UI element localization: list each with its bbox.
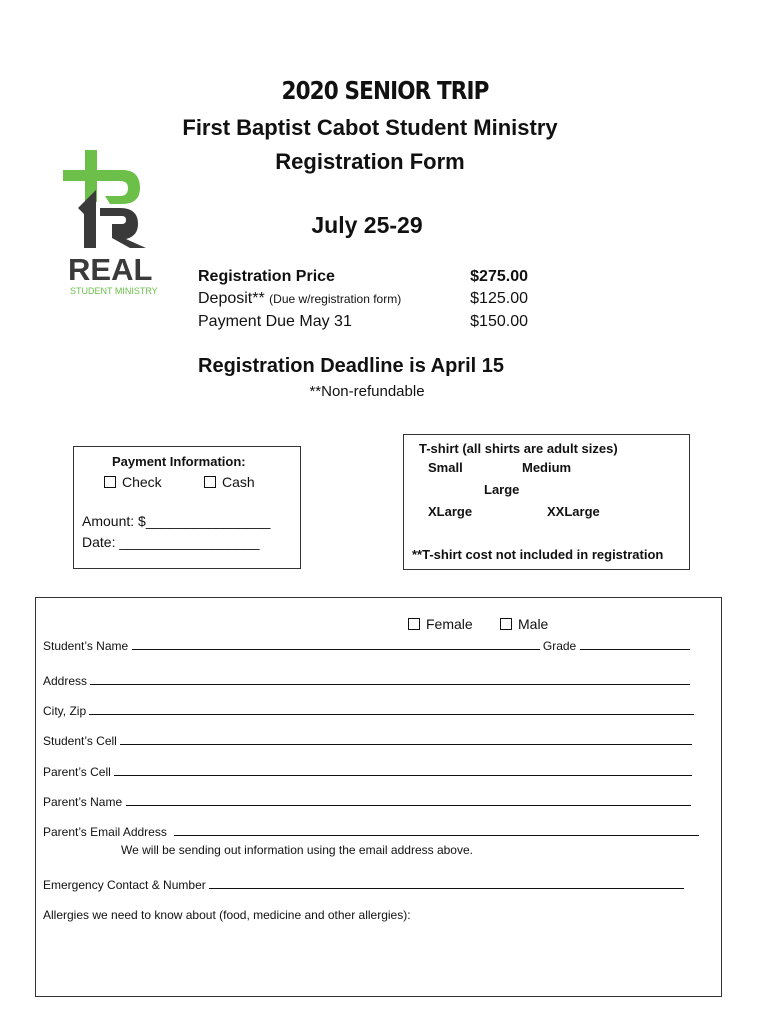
size-medium[interactable]: Medium <box>522 460 572 475</box>
size-xlarge[interactable]: XLarge <box>428 504 473 519</box>
email-note: We will be sending out information using the email address above. <box>121 843 473 857</box>
parent-cell-field[interactable] <box>114 765 692 776</box>
emergency-field[interactable] <box>209 878 684 889</box>
grade-label: Grade <box>542 639 577 653</box>
female-option[interactable] <box>408 616 473 632</box>
parent-name-row <box>43 795 691 809</box>
size-xxlarge[interactable]: XXLarge <box>547 504 600 519</box>
address-field[interactable] <box>90 674 690 685</box>
female-label: Female <box>426 616 473 632</box>
parent-cell-row <box>43 765 692 779</box>
student-name-label: Student’s Name <box>43 639 129 653</box>
female-checkbox[interactable] <box>408 618 420 630</box>
student-cell-field[interactable] <box>120 734 692 745</box>
price-amount: $150.00 <box>470 313 528 330</box>
check-option[interactable] <box>104 474 162 490</box>
trip-dates: July 25-29 <box>311 212 423 238</box>
tshirt-cost-note: **T-shirt cost not included in registration <box>412 547 664 562</box>
allergies-label: Allergies we need to know about (food, medicine and other allergies): <box>43 908 411 922</box>
city-zip-row <box>43 704 694 718</box>
student-cell-row <box>43 734 692 748</box>
check-label: Check <box>122 474 162 490</box>
address-row <box>43 674 690 688</box>
registration-deadline: Registration Deadline is April 15 <box>198 355 505 377</box>
logo-tagline: STUDENT MINISTRY <box>70 286 158 296</box>
date-field[interactable]: Date: __________________ <box>82 534 260 550</box>
price-label: Deposit** <box>198 290 265 307</box>
parent-name-field[interactable] <box>126 795 691 806</box>
form-name: Registration Form <box>275 149 465 174</box>
city-zip-field[interactable] <box>89 704 694 715</box>
payment-info-box <box>73 446 301 569</box>
parent-name-label: Parent’s Name <box>43 795 123 809</box>
price-label: Registration Price <box>198 268 335 285</box>
price-note: (Due w/registration form) <box>269 292 402 306</box>
page-title: 2020 SENIOR TRIP <box>281 76 489 105</box>
male-label: Male <box>518 616 549 632</box>
address-label: Address <box>43 674 88 688</box>
logo-word: REAL <box>68 252 153 287</box>
emergency-label: Emergency Contact & Number <box>43 878 206 892</box>
student-name-field[interactable] <box>132 639 540 650</box>
student-info-form <box>35 597 722 997</box>
parent-email-label: Parent’s Email Address <box>43 825 167 839</box>
allergies-field[interactable] <box>43 928 713 988</box>
payment-heading: Payment Information: <box>112 454 246 469</box>
non-refundable-note: **Non-refundable <box>309 383 425 400</box>
price-amount: $125.00 <box>470 290 528 307</box>
check-checkbox[interactable] <box>104 476 116 488</box>
male-option[interactable] <box>500 616 548 632</box>
ministry-name: First Baptist Cabot Student Ministry <box>182 115 558 140</box>
cash-checkbox[interactable] <box>204 476 216 488</box>
parent-email-row <box>43 825 699 839</box>
emergency-row <box>43 878 684 892</box>
parent-cell-label: Parent’s Cell <box>43 765 111 779</box>
cash-label: Cash <box>222 474 255 490</box>
grade-field[interactable] <box>580 639 690 650</box>
student-name-row <box>43 639 690 653</box>
cash-option[interactable] <box>204 474 255 490</box>
parent-email-field[interactable] <box>174 825 699 836</box>
tshirt-heading: T-shirt (all shirts are adult sizes) <box>419 441 618 456</box>
size-small[interactable]: Small <box>428 460 463 475</box>
price-row-balance <box>198 313 528 331</box>
tshirt-size-box <box>403 434 690 570</box>
price-label: Payment Due May 31 <box>198 313 352 330</box>
price-amount: $275.00 <box>470 268 528 285</box>
male-checkbox[interactable] <box>500 618 512 630</box>
amount-field[interactable]: Amount: $________________ <box>82 513 271 529</box>
city-zip-label: City, Zip <box>43 704 87 718</box>
price-row-deposit <box>198 290 528 308</box>
price-row-registration <box>198 268 528 286</box>
student-cell-label: Student’s Cell <box>43 734 117 748</box>
size-large[interactable]: Large <box>484 482 520 497</box>
